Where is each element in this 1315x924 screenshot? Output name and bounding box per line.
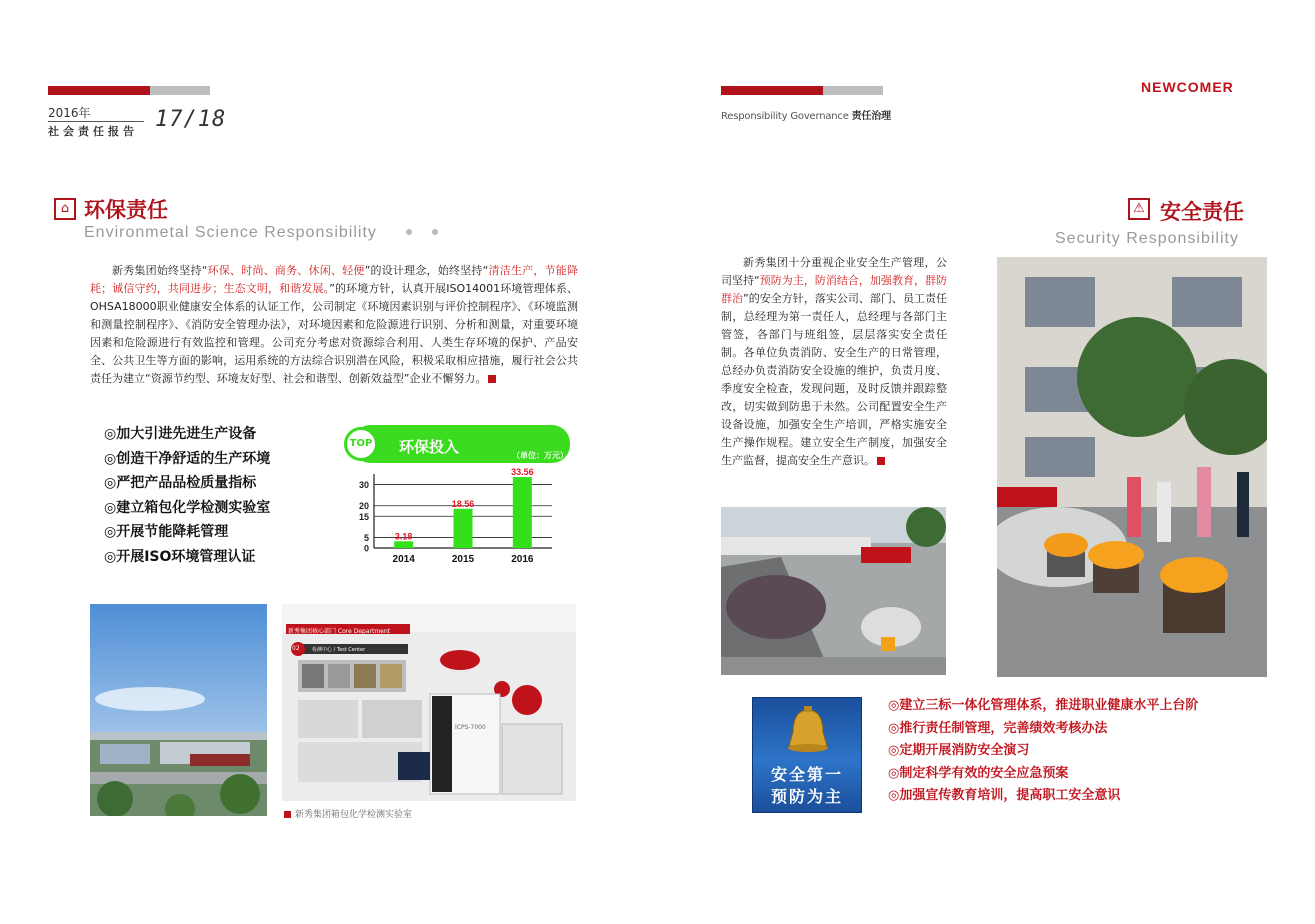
decor-dot (432, 229, 438, 235)
lab-panel-badge-label: 检测中心 / Test Center (312, 647, 366, 653)
lab-panel-badge-num: 02 (292, 645, 300, 652)
env-bullet-item: ◎严把产品品检质量指标 (104, 475, 257, 491)
lab-panel-header: 新秀集团核心部门 Core Department (288, 628, 391, 635)
fire-drill-photo (997, 257, 1267, 677)
env-bullet-item: ◎建立箱包化学检测实验室 (104, 499, 271, 516)
header-underline (48, 121, 144, 122)
env-section-title: 环保责任 (84, 198, 168, 222)
env-segment: ”的设计理念，始终坚持“ (364, 264, 489, 277)
chart-plot (342, 468, 572, 570)
chart-y-tick-label: 5 (363, 532, 369, 543)
env-investment-chart (342, 424, 572, 570)
house-icon: ⌂ (54, 198, 76, 220)
section-label (721, 107, 891, 122)
section-label-en: Responsibility Governance (721, 111, 849, 122)
top-badge-icon: TOP (344, 427, 378, 461)
end-mark-icon (488, 375, 496, 383)
env-paragraph (90, 262, 578, 388)
header-bar-gray-left (150, 86, 210, 95)
chart-value-label: 33.56 (511, 468, 534, 478)
chart-x-tick-label: 2015 (451, 554, 475, 565)
page-numbers: 17/18 (155, 107, 227, 132)
chart-y-tick-label: 20 (358, 501, 369, 512)
safety-bullet-list (888, 695, 1268, 808)
section-label-cn: 责任治理 (851, 111, 891, 122)
end-mark-icon (877, 457, 885, 465)
safety-poster (752, 697, 862, 813)
chart-bar (394, 541, 413, 548)
report-year: 2016年 (48, 106, 91, 120)
fire-drill-image (997, 257, 1267, 677)
safety-paragraph-text (721, 256, 947, 467)
safety-paragraph (721, 254, 947, 470)
brand-logo: NEWCOMER (1141, 79, 1234, 95)
bell-icon (786, 706, 830, 756)
crowd-drill-photo (721, 507, 946, 675)
lab-photo-caption-text: 新秀集团箱包化学检测实验室 (295, 810, 413, 820)
report-title: 社会责任报告 (48, 125, 138, 138)
safety-bullet-item: ◎建立三标一体化管理体系，推进职业健康水平上台阶 (888, 698, 1199, 713)
chart-y-tick-label: 15 (358, 511, 369, 522)
env-paragraph-text (90, 264, 578, 385)
chart-y-tick-label: 30 (358, 480, 369, 491)
lab-machine-label: ICPS-7000 (455, 724, 486, 731)
safety-section-title: 安全责任 (1160, 200, 1244, 224)
chart-unit: （单位：万元） (512, 451, 568, 460)
safety-bullet-item: ◎加强宣传教育培训，提高职工安全意识 (888, 788, 1121, 803)
safety-bullet-item: ◎推行责任制管理，完善绩效考核办法 (888, 720, 1108, 736)
env-bullet-item: ◎开展节能降耗管理 (104, 524, 229, 540)
env-segment: 环保、时尚、商务、休闲、轻便 (207, 264, 365, 277)
header-bar-red-left (48, 86, 150, 95)
safety-bullet-item: ◎定期开展消防安全演习 (888, 743, 1030, 758)
caption-mark-icon (284, 811, 291, 818)
chart-value-label: 18.56 (451, 498, 475, 509)
safety-segment: 预防为主，防消结合，加强教育，群防群治 (721, 274, 948, 305)
env-segment: 清洁生产，节能降耗；诚信守约，共同进步；生态文明，和谐发展。 (90, 264, 579, 295)
crowd-drill-image (721, 507, 946, 675)
env-segment: ”的环境方针，认真开展ISO14001环境管理体系、OHSA18000职业健康安全体系的认证工作，公司制定《环境因素识别与评价控制程序》、《环境监测和测量控制程序》、《消防安全管理办法》，对环境因素和危险源进行识别、分析和测量，对重要环境因素和危险源进行有效监控和管理。公司充分考虑对资源综合利用、人类生存环境的保护、产品安全、公共卫生等方面的影响，运用系统的方法综合识别潜在风险，积极采取相应措施，履行社会公共责任为建立“资源节约型、环境友好型、社会和谐型、创新效益型”企业不懈努力。 (90, 282, 579, 385)
chemical-lab-photo (282, 604, 576, 801)
poster-line-1: 安全第一 (770, 765, 843, 784)
chart-y-tick-label: 0 (363, 543, 369, 554)
safety-segment: ”的安全方针，落实公司、部门、员工责任制，总经理为第一责任人，总经理与各部门主管签，各部门与班组签，层层落实安全责任制。各单位负责消防、安全生产的日常管理，总经办负责消防安全设施的维护，负责月度、季度安全检查，发现问题，及时反馈并跟踪整改，切实做到防患于未然。公司配置安全生产设备设施，加强安全生产培训，严格实施安全生产操作规程。建立安全生产制度，加强安全生产监督，提高安全生产意识。 (721, 292, 947, 467)
factory-aerial-image (90, 604, 267, 816)
chart-value-label: 3.18 (394, 531, 413, 542)
safety-section-title-en: Security Responsibility (1055, 230, 1239, 247)
chart-bar (454, 509, 473, 548)
env-bullet-list (104, 422, 334, 569)
lab-photo-caption (284, 807, 412, 820)
header-bar-gray-right (823, 86, 883, 95)
safety-hazard-icon: ⚠ (1128, 198, 1150, 220)
header-bar-red-right (721, 86, 823, 95)
env-bullet-item: ◎加大引进先进生产设备 (104, 426, 257, 442)
env-segment: 新秀集团始终坚持“ (112, 264, 208, 277)
safety-bullet-item: ◎制定科学有效的安全应急预案 (888, 765, 1069, 781)
env-bullet-item: ◎创造干净舒适的生产环境 (104, 450, 271, 467)
safety-segment: 新秀集团十分重视企业安全生产管理，公司坚持“ (721, 256, 947, 287)
chart-title: 环保投入 (399, 438, 460, 456)
env-bullet-item: ◎开展ISO环境管理认证 (104, 548, 256, 565)
factory-aerial-photo (90, 604, 267, 816)
poster-line-2: 预防为主 (770, 787, 843, 806)
chart-x-tick-label: 2016 (511, 554, 534, 565)
chart-bar (513, 477, 532, 548)
decor-dot (406, 229, 412, 235)
env-section-title-en: Environmetal Science Responsibility (84, 224, 377, 241)
chart-x-tick-label: 2014 (392, 554, 415, 565)
